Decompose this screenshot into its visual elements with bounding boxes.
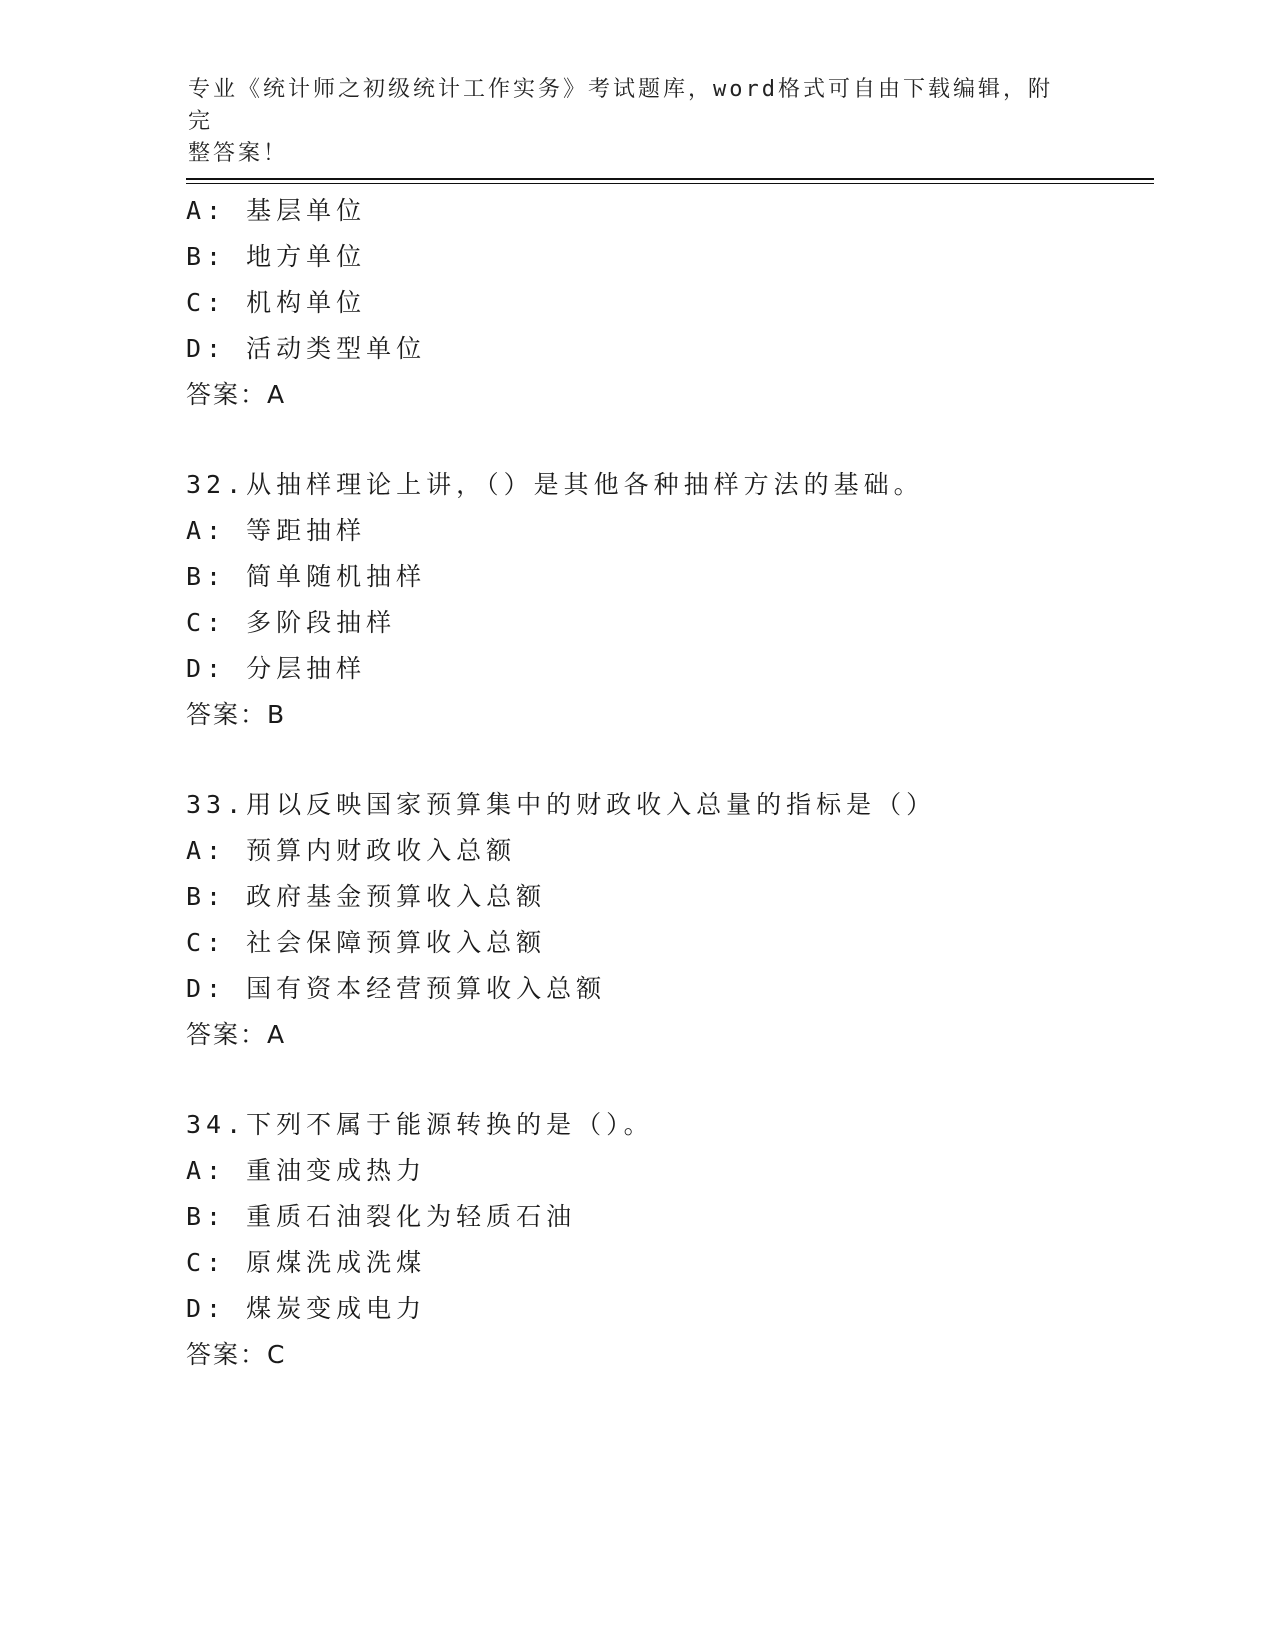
option-c: C: 机构单位 xyxy=(186,288,367,317)
option-c: C: 原煤洗成洗煤 xyxy=(186,1248,427,1277)
question-block-32 xyxy=(186,462,1146,738)
option-d: D: 煤炭变成电力 xyxy=(186,1294,427,1323)
option-d: D: 国有资本经营预算收入总额 xyxy=(186,974,607,1003)
option-b: B: 政府基金预算收入总额 xyxy=(186,882,547,911)
question-block-31 xyxy=(186,188,1146,418)
option-c: C: 多阶段抽样 xyxy=(186,608,397,637)
option-b: B: 简单随机抽样 xyxy=(186,562,427,591)
option-c: C: 社会保障预算收入总额 xyxy=(186,928,547,957)
option-a: A: 重油变成热力 xyxy=(186,1156,427,1185)
answer-line: 答案：A xyxy=(186,380,287,409)
answer-line: 答案：B xyxy=(186,700,287,729)
header-line-2: 整答案！ xyxy=(188,141,289,166)
option-a: A: 等距抽样 xyxy=(186,516,367,545)
spacer xyxy=(186,418,1146,462)
header-line-1: 专业《统计师之初级统计工作实务》考试题库，word格式可自由下载编辑，附完 xyxy=(188,77,1053,134)
question-text: 33.用以反映国家预算集中的财政收入总量的指标是（） xyxy=(186,790,937,819)
option-b: B: 重质石油裂化为轻质石油 xyxy=(186,1202,577,1231)
header-divider-thick xyxy=(186,178,1154,180)
header-divider-thin xyxy=(186,183,1154,184)
spacer xyxy=(186,1058,1146,1102)
option-d: D: 分层抽样 xyxy=(186,654,367,683)
question-list xyxy=(186,188,1146,1378)
option-d: D: 活动类型单位 xyxy=(186,334,427,363)
question-text: 32.从抽样理论上讲，（）是其他各种抽样方法的基础。 xyxy=(186,470,924,499)
answer-line: 答案：A xyxy=(186,1020,287,1049)
answer-line: 答案：C xyxy=(186,1340,287,1369)
page-header xyxy=(188,74,1068,170)
question-block-33 xyxy=(186,782,1146,1058)
option-a: A: 预算内财政收入总额 xyxy=(186,836,517,865)
spacer xyxy=(186,738,1146,782)
option-a: A: 基层单位 xyxy=(186,196,367,225)
option-b: B: 地方单位 xyxy=(186,242,367,271)
question-block-34 xyxy=(186,1102,1146,1378)
question-text: 34.下列不属于能源转换的是（）。 xyxy=(186,1110,654,1139)
